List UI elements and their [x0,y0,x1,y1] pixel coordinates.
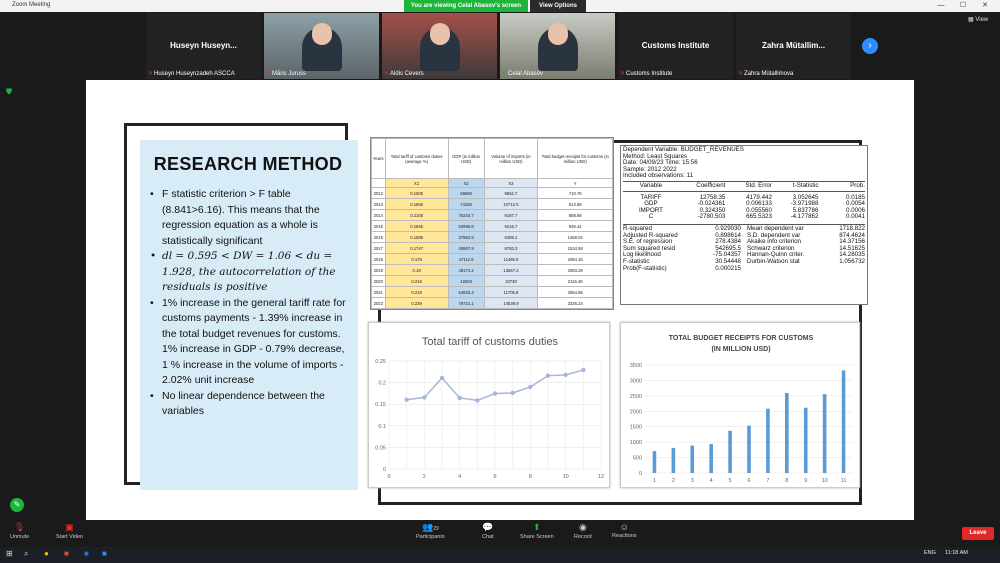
y-tick-label: 0 [638,471,642,477]
table-row [372,243,613,254]
coef-cell: 0.055560 [746,206,772,214]
unmute-button[interactable] [10,522,29,540]
shield-icon[interactable]: ⛊ [6,87,12,96]
participant-name: Celal Abasov [508,71,544,77]
stats-cell: Hannan-Quinn criter. [747,251,805,259]
stats-cell: 278.4384 [715,238,741,246]
y-tick-label: 0.15 [375,402,386,409]
table-cell: 0.1645 [385,221,448,232]
budget-bar-chart [620,322,860,488]
participant-video-tile[interactable] [264,13,379,79]
stats-cell: -75.04357 [713,251,741,259]
table-cell: 710.79 [538,188,613,199]
coef-cell: GDP [644,200,658,208]
x-tick-label: 6 [747,478,751,484]
x-tick-label: 5 [728,478,732,484]
table-subheader-row [372,179,613,188]
participant-tile[interactable] [618,13,733,79]
share-screen-icon: ⬆ [533,522,541,532]
y-tick-label: 1500 [629,424,642,431]
stats-cell: Schwarz criterion [747,244,795,252]
coef-header: Coefficient [696,181,726,189]
x-tick-label: 3 [690,478,694,484]
table-cell: 936.42 [538,221,613,232]
table-cell: 888.68 [538,210,613,221]
data-table [370,137,614,310]
share-screen-button[interactable] [520,522,554,540]
windows-taskbar [0,547,1000,563]
table-cell: 2020 [372,276,386,287]
table-cell: 2084.18 [538,254,613,265]
participant-name-large: Huseyn Huseyn... [170,41,237,50]
table-cell: 0.1588 [385,232,448,243]
table-cell: 0.176 [385,254,448,265]
table-header-row [372,139,613,179]
table-cell: 40867.9 [448,243,484,254]
stats-cell: Log likelihood [623,251,661,259]
y-tick-label: 0.25 [375,359,386,365]
bullet-item: • F statistic criterion > F table (8.841>6.16). This means that the regression equation as a whole is statistically significant [148,187,348,249]
table-cell: 2018 [372,254,386,265]
coef-header: Prob. [850,181,865,189]
coef-cell: TARIFF [640,193,662,201]
column-subheader: Y [538,179,613,188]
coef-cell: -2780.503 [697,213,726,221]
table-cell: 0.1747 [385,243,448,254]
table-cell: 2012 [372,188,386,199]
table-row [372,199,613,210]
column-header: Total budget receipts for customs (in million USD) [538,139,613,179]
next-page-button[interactable]: › [862,38,878,54]
coef-cell: 665.5323 [746,213,772,221]
table-cell: 78721.1 [448,298,484,309]
bar [804,408,808,473]
data-point [493,391,497,395]
language-indicator[interactable]: ENG [924,550,936,556]
viewing-banner: You are viewing Celal Abasov's screen [404,0,528,12]
annotate-icon[interactable]: ✎ [10,498,24,512]
x-tick-label: 12 [597,474,605,480]
data-point [510,391,514,395]
bar-chart-svg [621,323,861,489]
table-row [372,188,613,199]
coef-cell: C [648,213,654,221]
x-tick-label: 4 [458,474,462,480]
y-tick-label: 3500 [629,363,642,369]
bar [766,409,770,473]
start-video-button[interactable] [56,522,83,540]
column-header: Volume of imports (in million USD) [484,139,538,179]
stats-cell: Sum squared resid [623,244,675,252]
stats-cell: 542695.5 [715,244,741,252]
table-row [372,276,613,287]
table-cell: 11465.9 [484,254,538,265]
participant-name: Huseyn Huseynzadeh ASCCA [154,71,235,77]
table-cell: 0.1655 [385,199,448,210]
muted-mic-icon: 🎙 [13,522,26,532]
chat-button[interactable] [482,522,494,540]
table-row [372,254,613,265]
table-cell: 0.2108 [385,210,448,221]
video-off-icon: ▣ [65,522,74,532]
minimize-icon[interactable]: — [937,2,945,9]
table-row [372,265,613,276]
coef-cell: 0.0006 [846,206,865,214]
table-cell: 8783.3 [484,243,538,254]
stats-cell: 0.898614 [715,231,741,239]
data-point [422,395,426,399]
table-cell: 0.1605 [385,188,448,199]
column-subheader: X3 [484,179,538,188]
bar [709,444,713,473]
column-subheader: X1 [385,179,448,188]
x-tick-label: 8 [528,474,532,480]
active-mic-icon: ● [502,71,506,77]
stats-cell [811,266,865,273]
muted-mic-icon: ✕ [384,71,390,77]
x-tick-label: 2 [422,474,426,480]
grid-icon: ▦ [968,17,976,23]
y-tick-label: 500 [632,455,642,462]
data-point [457,396,461,400]
x-tick-label: 6 [493,474,497,480]
table-cell: 37862.8 [448,232,484,243]
data-point [404,397,408,401]
coef-cell: -4.177862 [790,213,819,221]
participants-label: Participants [416,534,445,540]
coef-cell: -3.971988 [790,200,819,208]
participant-name: Zahra Mütallimova [744,71,794,77]
meeting-toolbar [0,520,1000,547]
chat-icon: 💬 [482,522,494,532]
table-cell: 2014 [372,210,386,221]
coef-cell: 0.0041 [846,213,865,221]
x-tick-label: 11 [840,478,847,484]
tariff-line-chart [368,322,610,488]
coef-header-row [623,183,865,190]
table-row [372,298,613,309]
data-point [581,368,585,372]
table-cell: 69680 [448,188,484,199]
coef-cell: 12758.35 [699,193,726,201]
table-cell: 13667.2 [484,265,538,276]
coef-cell: 0.0054 [846,200,865,208]
regression-header-line: Dependent Variable: BUDGET_REVENUES [623,146,744,153]
participant-tile[interactable] [736,13,851,79]
window-controls [930,0,1000,12]
bar [728,431,732,473]
participant-video-tile[interactable] [382,13,497,79]
muted-mic-icon: ✕ [620,71,626,77]
table-cell: 2021 [372,287,386,298]
table-cell: 54825.4 [448,287,484,298]
stats-cell: F-statistic [623,257,650,265]
data-point [528,385,532,389]
stats-cell: S.E. of regression [623,238,673,246]
start-video-label: Start Video [56,534,84,540]
x-tick-label: 8 [785,478,789,484]
participant-name: Customs Institute [626,71,673,77]
y-tick-label: 3000 [629,378,642,385]
y-tick-label: 2500 [629,393,642,400]
stats-cell: 14.37156 [839,238,865,246]
table-row [372,221,613,232]
participants-count: 29 [433,526,439,532]
participant-head [312,23,332,45]
chart-title: Total tariff of customs duties [421,336,559,348]
view-label: View [975,17,989,23]
participant-name-large: Zahra Mütallim... [761,41,826,50]
participant-head [430,23,450,45]
table-cell: 47112.9 [448,254,484,265]
muted-mic-icon: ✕ [148,71,154,77]
chart-title: TOTAL BUDGET RECEIPTS FOR CUSTOMS [668,335,814,342]
data-point [563,373,567,377]
y-tick-label: 0.1 [378,423,386,430]
x-tick-label: 2 [671,478,675,484]
record-button[interactable] [574,522,592,540]
coef-cell: 0.006133 [746,200,772,208]
zoom-icon[interactable]: ■ [102,549,107,558]
x-tick-label: 0 [387,474,391,480]
data-point [546,373,550,377]
regression-header [623,147,865,180]
table-cell: 52996.8 [448,221,484,232]
bar [690,446,694,473]
table-body [372,188,613,309]
y-tick-label: 0 [382,467,386,473]
y-tick-label: 1000 [629,440,642,447]
x-tick-label: 4 [709,478,713,484]
search-icon[interactable]: ⌕ [24,549,29,558]
regression-output [620,145,868,305]
record-icon: ◉ [578,522,587,532]
table-cell: 0.229 [385,298,448,309]
table-cell: 9652.7 [484,188,538,199]
coef-table [623,195,865,221]
y-tick-label: 0.2 [378,380,386,387]
table-cell: 1368.04 [538,232,613,243]
research-method-box [140,140,358,490]
bar [785,393,789,473]
participants-icon: 👥29 [421,522,439,532]
stats-table [623,226,865,272]
participants-button[interactable] [416,522,445,540]
chart-subtitle: (IN MILLION USD) [711,346,771,353]
table-cell: 1534.58 [538,243,613,254]
regression-header-line: Method: Least Squares [623,152,687,160]
view-button[interactable] [968,16,988,23]
table-cell: 42693 [448,276,484,287]
coef-cell: 4179.442 [746,193,772,201]
stats-cell: 14.28035 [839,251,865,259]
stats-cell: S.D. dependent var [747,231,801,239]
regression-header-line: Date: 04/09/23 Time: 15:56 [623,159,698,167]
column-subheader: X2 [448,179,484,188]
stats-cell [741,266,811,273]
table-cell: 2116.49 [538,276,613,287]
view-options-button[interactable]: View Options [530,0,586,12]
coef-row [623,195,865,202]
reactions-icon: ☺ [619,522,629,532]
regression-header-line: Sample: 2012 2022 [623,165,677,173]
table-cell: 74160 [448,199,484,210]
x-tick-label: 10 [821,478,828,484]
x-tick-label: 1 [652,478,656,484]
line-chart-svg [369,323,611,489]
bar [823,394,827,473]
coef-cell: 3.052645 [792,193,819,201]
bar [653,451,657,473]
stats-cell: 874.4624 [839,231,865,239]
table-cell: 2019 [372,265,386,276]
bullet-list [148,187,348,420]
table-cell: 2013 [372,199,386,210]
stats-cell: 0.000215 [715,264,741,272]
x-tick-label: 10 [562,474,569,480]
table-cell: 2015 [372,221,386,232]
x-tick-label: 9 [804,478,808,484]
windows-start-icon[interactable]: ⊞ [6,549,13,558]
bar [842,370,846,473]
column-header: Years [372,139,386,179]
table-cell: 9187.7 [484,210,538,221]
table-cell: 11705.8 [484,287,538,298]
participant-name-large: Customs Institute [641,41,710,50]
taskbar-clock[interactable]: 11:18 AM [945,550,968,556]
table-cell: 48174.2 [448,265,484,276]
coef-row [623,214,865,221]
coef-cell: 0.0185 [846,193,865,201]
stats-cell: Durbin-Watson stat [747,257,800,265]
table-cell: 8489.1 [484,232,538,243]
stats-cell: 14.51625 [839,244,865,252]
stats-cell: 0.929030 [715,224,741,232]
stats-cell: R-squared [623,224,652,232]
record-label: Record [574,534,592,540]
participant-tile[interactable] [146,13,261,79]
stats-row [623,266,865,273]
table-cell: 2593.29 [538,265,613,276]
stats-cell: Adjusted R-squared [623,231,678,239]
y-tick-label: 2000 [629,409,642,416]
bar [747,426,751,473]
table-cell: 10730 [484,276,538,287]
coef-cell: 5.837786 [792,206,819,214]
reactions-label: Reactions [612,533,637,539]
table-cell: 2016 [372,232,386,243]
share-screen-label: Share Screen [520,534,554,540]
stats-cell: Prob(F-statistic) [623,264,667,272]
chrome-icon[interactable]: ● [44,549,49,558]
leave-button[interactable]: Leave [962,527,994,540]
table-cell: 2554.65 [538,287,613,298]
reactions-button[interactable] [612,522,636,539]
coef-row [623,208,865,215]
stats-cell: 1.056732 [839,257,865,265]
table-cell: 10712.5 [484,199,538,210]
coef-header: t-Statistic [792,181,819,189]
table-cell: 2017 [372,243,386,254]
coef-cell: IMPORT [638,206,663,214]
data-point [440,376,444,380]
coef-header: Variable [639,181,663,189]
y-tick-label: 0.05 [375,445,386,452]
muted-mic-icon: ✕ [738,71,744,77]
bar [672,448,676,473]
regression-header-line: Included observations: 11 [623,172,694,180]
bullet-item: • dl = 0.595 < DW = 1.06 < du = 1.928, the autocorrelation of the residuals is positive [148,249,348,296]
unmute-label: Unmute [10,534,30,540]
column-header: Total tariff of customs duties (average %) [385,139,448,179]
word-icon[interactable]: ■ [84,549,89,558]
table-cell: 3326.24 [538,298,613,309]
table-cell: 75234.7 [448,210,484,221]
participant-name: Māris Juruss [272,71,307,77]
participant-head [548,23,568,45]
table-cell: 813.68 [538,199,613,210]
table-cell: 0.216 [385,276,448,287]
table-row [372,287,613,298]
bullet-item: • No linear dependence between the variables [148,389,348,420]
coef-header: Std. Error [745,181,772,189]
close-icon[interactable]: ✕ [982,2,988,9]
participant-video-tile[interactable] [500,13,615,79]
stats-cell: 1718.822 [839,224,865,232]
coef-cell: -0.024361 [697,200,726,208]
chat-label: Chat [482,534,494,540]
stats-row [623,252,865,259]
powerpoint-icon[interactable]: ■ [64,549,69,558]
participant-name: Aldis Cevers [390,71,424,77]
slide-heading: RESEARCH METHOD [153,154,343,174]
column-header: GDP (in million USD) [448,139,484,179]
x-tick-label: 7 [766,478,770,484]
window-title: Zoom Meeting [12,2,51,8]
stats-cell: 30.54448 [715,257,741,265]
bullet-item: • 1% increase in the general tariff rate for customs payments - 1.39% increase in the total budget revenues for customs. 1% increase in GDP - 0.79% decrease, 1 % increase in the volume of imports - 2.02% unit increase [148,296,348,389]
muted-mic-icon: ✕ [266,71,272,77]
coef-cell: 0.324350 [699,206,726,214]
table-cell: 14539.9 [484,298,538,309]
table-cell: 9216.7 [484,221,538,232]
table-cell: 2022 [372,298,386,309]
data-point [475,398,479,402]
table-row [372,210,613,221]
table-cell: 0.218 [385,287,448,298]
table-cell: 0.19 [385,265,448,276]
column-subheader [372,179,386,188]
table-row [372,232,613,243]
stats-cell: Akaike info criterion [747,238,801,246]
stats-cell: Mean dependent var [747,224,804,232]
maximize-icon[interactable]: ☐ [959,2,967,9]
